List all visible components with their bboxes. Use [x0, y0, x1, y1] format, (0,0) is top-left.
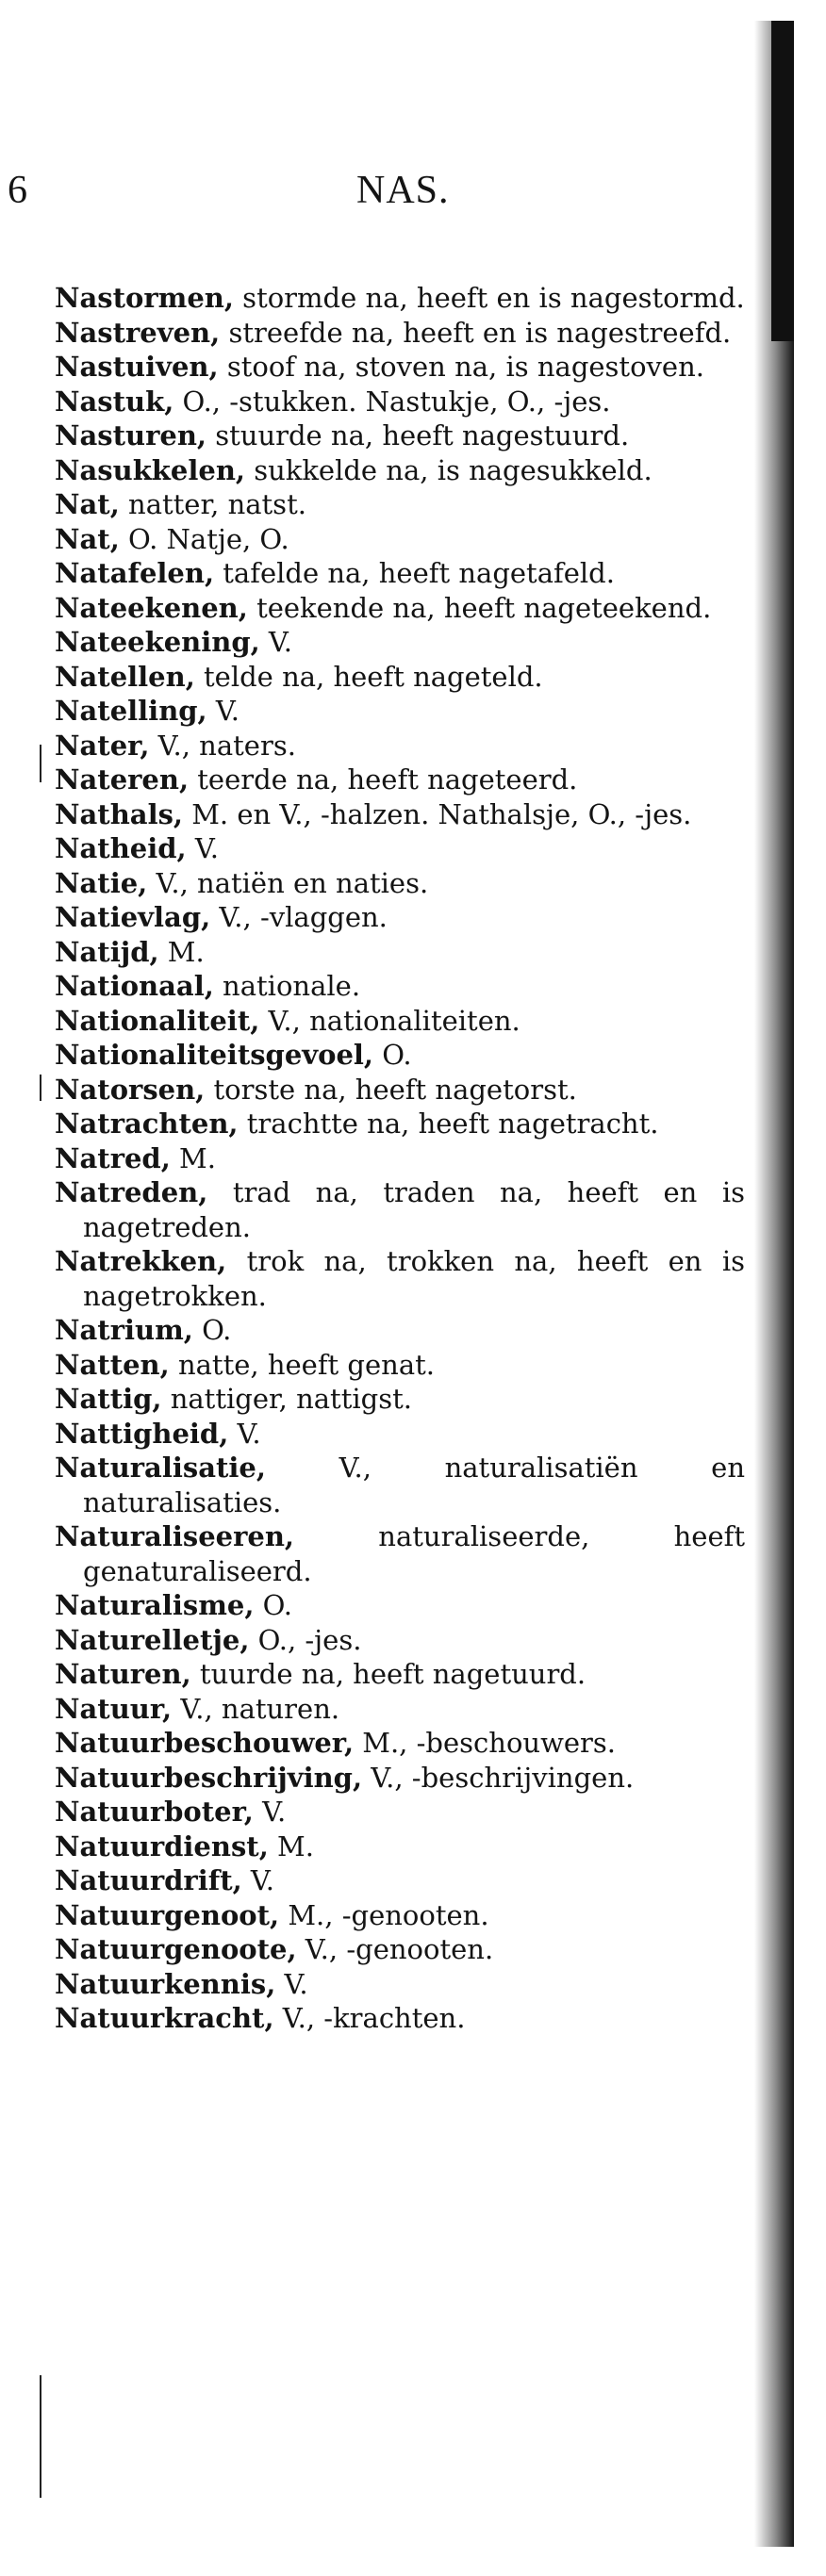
dictionary-entry: [55, 1451, 745, 1519]
entry-definition: torste na, heeft nagetorst.: [205, 1073, 577, 1106]
dictionary-entry: [55, 1073, 745, 1108]
dictionary-entry: [55, 1175, 745, 1244]
entry-headword: Naturaliseeren,: [55, 1520, 295, 1552]
entry-definition: M.: [268, 1829, 314, 1862]
entry-definition: trachtte na, heeft nagetracht.: [238, 1108, 659, 1140]
entry-headword: Naturalisatie,: [55, 1452, 266, 1484]
dictionary-entry: [55, 1795, 745, 1829]
entry-headword: Natie,: [55, 866, 148, 899]
entry-definition: V.: [228, 1417, 261, 1450]
entry-headword: Natuurgenoot,: [55, 1898, 280, 1931]
entry-headword: Natrachten,: [55, 1108, 239, 1140]
entry-definition: M.: [158, 935, 205, 968]
entry-headword: Nateren,: [55, 763, 190, 796]
dictionary-entry: [55, 556, 745, 591]
entry-headword: Nasukkelen,: [55, 453, 245, 486]
entry-headword: Nastreven,: [55, 316, 221, 349]
entry-definition: O., -stukken. Nastukje, O., -jes.: [173, 385, 611, 418]
dictionary-entry: [55, 1417, 745, 1452]
entry-headword: Natuurdienst,: [55, 1829, 269, 1862]
dictionary-entry: [55, 763, 745, 797]
entry-definition: O. Natje, O.: [119, 522, 289, 555]
dictionary-entry: [55, 935, 745, 970]
entry-definition: V., -vlaggen.: [210, 901, 388, 933]
entry-definition: teekende na, heeft nageteekend.: [247, 591, 712, 624]
dictionary-entry: [55, 1898, 745, 1933]
entry-headword: Natijd,: [55, 935, 159, 968]
entry-headword: Naturalisme,: [55, 1589, 255, 1621]
dictionary-entry: [55, 1967, 745, 2002]
entry-headword: Natuurkracht,: [55, 2002, 274, 2034]
dictionary-entry: [55, 591, 745, 626]
entry-headword: Nater,: [55, 729, 150, 762]
entry-definition: V., naturen.: [172, 1692, 340, 1725]
entry-headword: Nationaal,: [55, 970, 214, 1002]
dictionary-entry: [55, 1692, 745, 1727]
entry-definition: teerde na, heeft nageteerd.: [189, 763, 578, 796]
entry-definition: V., -krachten.: [273, 2002, 466, 2034]
dictionary-entry: [55, 1244, 745, 1313]
entry-headword: Natreden,: [55, 1176, 208, 1208]
entry-headword: Natheid,: [55, 832, 187, 864]
entry-definition: trad na, traden na, heeft en is nagetreden.: [83, 1176, 745, 1243]
dictionary-entry: [55, 866, 745, 901]
entry-headword: Natievlag,: [55, 901, 211, 933]
entry-headword: Natorsen,: [55, 1073, 206, 1106]
margin-rule: [40, 1075, 41, 1101]
page-header: [0, 168, 826, 215]
entry-definition: streefde na, heeft en is nagestreefd.: [220, 316, 732, 349]
dictionary-entry: [55, 1657, 745, 1692]
page-number: 6: [8, 169, 27, 212]
dictionary-entry: [55, 2001, 745, 2036]
entry-headword: Natuurkennis,: [55, 1967, 276, 2000]
dictionary-entry: [55, 350, 745, 385]
entry-definition: stormde na, heeft en is nagestormd.: [233, 282, 745, 314]
entry-definition: V.: [186, 832, 219, 864]
dictionary-entry: [55, 385, 745, 419]
dictionary-entry: [55, 1141, 745, 1176]
entry-definition: O., -jes.: [249, 1623, 362, 1656]
entry-headword: Nastuk,: [55, 385, 174, 418]
entry-headword: Nastormen,: [55, 282, 234, 314]
entry-headword: Nat,: [55, 522, 120, 555]
entry-headword: Natten,: [55, 1348, 170, 1381]
entry-headword: Natuur,: [55, 1692, 173, 1725]
dictionary-entry: [55, 694, 745, 729]
entry-headword: Nateekening,: [55, 626, 260, 658]
entry-definition: telde na, heeft nageteld.: [194, 660, 543, 693]
dictionary-entry: [55, 1726, 745, 1761]
entry-definition: stuurde na, heeft nagestuurd.: [206, 419, 630, 451]
entry-definition: O.: [373, 1039, 412, 1071]
entry-definition: M., -genooten.: [279, 1898, 489, 1931]
entry-definition: tuurde na, heeft nagetuurd.: [190, 1658, 586, 1690]
entry-definition: V.: [241, 1864, 274, 1896]
entry-definition: naturaliseerde, heeft genaturaliseerd.: [83, 1520, 745, 1587]
entry-definition: O.: [192, 1314, 232, 1346]
entry-definition: M.: [170, 1141, 216, 1174]
entry-definition: sukkelde na, is nagesukkeld.: [245, 453, 653, 486]
margin-rule: [40, 745, 41, 782]
dictionary-entry: [55, 1761, 745, 1796]
dictionary-entry: [55, 797, 745, 832]
dictionary-entry: [55, 1623, 745, 1658]
margin-rule: [40, 2375, 41, 2498]
entry-headword: Natuurgenoote,: [55, 1933, 297, 1965]
dictionary-entry: [55, 1588, 745, 1623]
entry-headword: Nateekenen,: [55, 591, 248, 624]
entry-headword: Nattig,: [55, 1383, 162, 1415]
entry-definition: V.: [206, 695, 240, 727]
entry-headword: Nastuiven,: [55, 351, 219, 383]
dictionary-entry: [55, 1004, 745, 1039]
entry-definition: V., -beschrijvingen.: [362, 1761, 635, 1794]
entry-definition: V.: [275, 1967, 308, 2000]
entry-definition: V.: [259, 626, 293, 658]
entry-headword: Nathals,: [55, 797, 184, 830]
dictionary-entry: [55, 1382, 745, 1417]
entry-headword: Natellen,: [55, 660, 195, 693]
dictionary-entry: [55, 1313, 745, 1348]
dictionary-entry: [55, 1038, 745, 1073]
entry-headword: Natuurboter,: [55, 1796, 254, 1828]
dictionary-entry: [55, 1932, 745, 1967]
dictionary-entry: [55, 660, 745, 695]
entry-list: [55, 281, 745, 2036]
entry-definition: V., -genooten.: [296, 1933, 494, 1965]
entry-headword: Nattigheid,: [55, 1417, 229, 1450]
dictionary-entry: [55, 1829, 745, 1864]
entry-definition: V., natiën en naties.: [147, 866, 429, 899]
dictionary-entry: [55, 316, 745, 351]
binding-shadow: [754, 21, 794, 2547]
entry-headword: Natuurdrift,: [55, 1864, 242, 1896]
entry-headword: Natrekken,: [55, 1245, 227, 1277]
entry-definition: nationale.: [213, 970, 361, 1002]
entry-definition: stoof na, stoven na, is nagestoven.: [218, 351, 704, 383]
entry-definition: M. en V., -halzen. Nathalsje, O., -jes.: [183, 797, 692, 830]
dictionary-entry: [55, 831, 745, 866]
entry-headword: Nationaliteit,: [55, 1004, 260, 1037]
entry-definition: natter, natst.: [119, 488, 306, 520]
entry-headword: Natrium,: [55, 1314, 193, 1346]
dictionary-entry: [55, 1107, 745, 1141]
dictionary-entry: [55, 1863, 745, 1898]
entry-headword: Natred,: [55, 1141, 171, 1174]
dictionary-entry: [55, 1348, 745, 1383]
entry-definition: trok na, trokken na, heeft en is nagetrokken.: [83, 1245, 745, 1312]
entry-definition: O.: [254, 1589, 292, 1621]
entry-headword: Natelling,: [55, 695, 207, 727]
dictionary-entry: [55, 487, 745, 522]
dictionary-entry: [55, 1519, 745, 1588]
entry-definition: V.: [253, 1796, 287, 1828]
entry-headword: Nationaliteitsgevoel,: [55, 1039, 374, 1071]
dictionary-entry: [55, 418, 745, 453]
dictionary-entry: [55, 625, 745, 660]
entry-definition: nattiger, nattigst.: [161, 1383, 412, 1415]
entry-definition: M., -beschouwers.: [354, 1727, 617, 1759]
entry-definition: V., naters.: [149, 729, 296, 762]
entry-headword: Naturen,: [55, 1658, 191, 1690]
dictionary-entry: [55, 522, 745, 557]
dictionary-entry: [55, 969, 745, 1004]
entry-definition: V., naturalisatiën en naturalisaties.: [83, 1452, 745, 1518]
dictionary-entry: [55, 729, 745, 763]
dictionary-entry: [55, 453, 745, 488]
entry-definition: V., nationaliteiten.: [259, 1004, 520, 1037]
entry-headword: Natuurbeschouwer,: [55, 1727, 355, 1759]
dictionary-entry: [55, 900, 745, 935]
entry-headword: Nasturen,: [55, 419, 207, 451]
entry-definition: tafelde na, heeft nagetafeld.: [214, 557, 615, 589]
entry-headword: Natuurbeschrijving,: [55, 1761, 363, 1794]
entry-definition: natte, heeft genat.: [169, 1348, 435, 1381]
entry-headword: Nat,: [55, 488, 120, 520]
entry-headword: Natafelen,: [55, 557, 215, 589]
dictionary-entry: [55, 281, 745, 316]
entry-headword: Naturelletje,: [55, 1623, 250, 1656]
running-head: NAS.: [356, 169, 450, 212]
